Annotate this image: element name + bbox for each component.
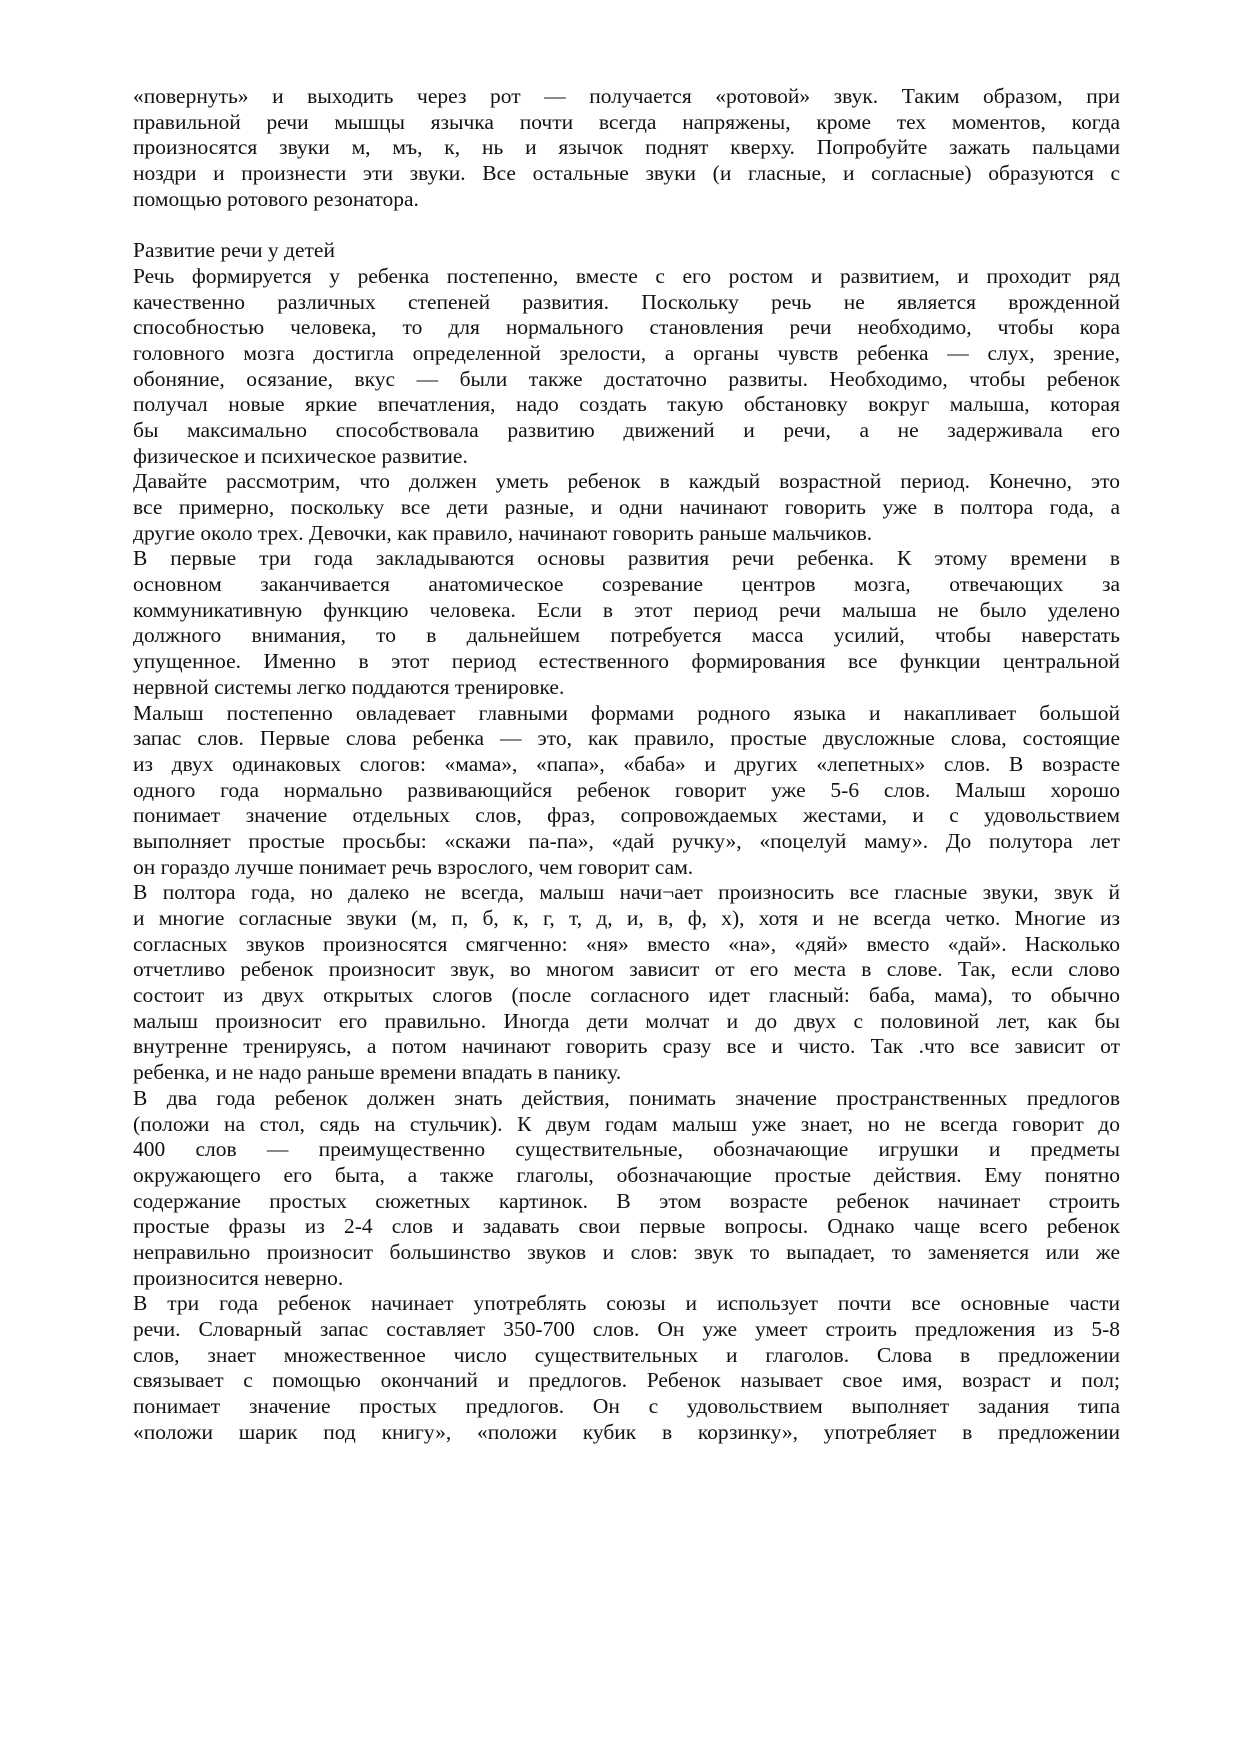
- text-line: выполняет простые просьбы: «скажи па-па», «дай ручку», «поцелуй маму». До полутора лет: [133, 828, 1120, 853]
- text-line: головного мозга достигла определенной зрелости, а органы чувств ребенка — слух, зрение,: [133, 340, 1120, 365]
- text-line: «повернуть» и выходить через рот — получается «ротовой» звук. Таким образом, при: [133, 84, 1120, 108]
- text-line: обоняние, осязание, вкус — были также достаточно развиты. Необходимо, чтобы ребенок: [133, 366, 1120, 391]
- text-line: помощью ротового резонатора.: [133, 186, 419, 211]
- blank-line: [133, 212, 1120, 238]
- text-line: другие около трех. Девочки, как правило, начинают говорить раньше мальчиков.: [133, 520, 873, 545]
- text-line: понимает значение простых предлогов. Он с удовольствием выполняет задания типа: [133, 1394, 1120, 1419]
- text-line: 400 слов — преимущественно существительные, обозначающие игрушки и предметы: [133, 1137, 1120, 1162]
- text-line: окружающего его быта, а также глаголы, обозначающие простые действия. Ему понятно: [133, 1162, 1120, 1187]
- text-line: произносятся звуки м, мъ, к, нь и язычок поднят кверху. Попробуйте зажать пальцами: [133, 135, 1120, 160]
- text-line: внутренне тренируясь, а потом начинают говорить сразу все и чисто. Так .что все зависит от: [133, 1034, 1120, 1059]
- text-line: слов, знает множественное число существительных и глаголов. Слова в предложении: [133, 1342, 1120, 1367]
- text-line: неправильно произносит большинство звуков и слов: звук то выпадает, то заменяется или же: [133, 1239, 1120, 1264]
- section-heading: [133, 238, 1120, 264]
- paragraph: [133, 546, 1120, 700]
- text-line: из двух одинаковых слогов: «мама», «папа», «баба» и других «лепетных» слов. В возрасте: [133, 751, 1120, 776]
- text-line: и многие согласные звуки (м, п, б, к, г, т, д, и, в, ф, х), хотя и не всегда четко. Многие из: [133, 906, 1120, 930]
- text-line: состоит из двух открытых слогов (после согласного идет гласный: баба, мама), то обычно: [133, 983, 1120, 1008]
- text-line: нервной системы легко поддаются тренировке.: [133, 674, 565, 699]
- text-line: правильной речи мышцы язычка почти всегда напряжены, кроме тех моментов, когда: [133, 109, 1120, 134]
- text-line: ребенка, и не надо раньше времени впадать в панику.: [133, 1060, 622, 1085]
- text-line: Речь формируется у ребенка постепенно, вместе с его ростом и развитием, и проходит ряд: [133, 263, 1120, 288]
- text-line: малыш произносит его правильно. Иногда дети молчат и до двух с половиной лет, как бы: [133, 1008, 1120, 1033]
- text-line: запас слов. Первые слова ребенка — это, как правило, простые двусложные слова, состоящие: [133, 726, 1120, 751]
- text-line: основном заканчивается анатомическое созревание центров мозга, отвечающих за: [133, 572, 1120, 597]
- text-line: получал новые яркие впечатления, надо создать такую обстановку вокруг малыша, которая: [133, 392, 1120, 417]
- document-page: [133, 84, 1120, 1445]
- text-line: согласных звуков произносятся смягченно: «ня» вместо «на», «дяй» вместо «дай». Насколько: [133, 931, 1120, 956]
- text-line: отчетливо ребенок произносит звук, во многом зависит от его места в слове. Так, если слово: [133, 957, 1120, 982]
- text-line: физическое и психическое развитие.: [133, 443, 468, 468]
- paragraph: [133, 880, 1120, 1086]
- heading-text: Развитие речи у детей: [133, 238, 335, 263]
- paragraph: [133, 84, 1120, 212]
- text-line: все примерно, поскольку все дети разные, и одни начинают говорить уже в полтора года, а: [133, 495, 1120, 519]
- text-line: бы максимально способствовала развитию движений и речи, а не задерживала его: [133, 417, 1120, 442]
- text-line: Давайте рассмотрим, что должен уметь ребенок в каждый возрастной период. Конечно, это: [133, 469, 1120, 494]
- text-line: произносится неверно.: [133, 1265, 344, 1290]
- text-line: В первые три года закладываются основы развития речи ребенка. К этому времени в: [133, 546, 1120, 571]
- text-line: он гораздо лучше понимает речь взрослого, чем говорит сам.: [133, 854, 694, 879]
- text-line: «положи шарик под книгу», «положи кубик в корзинку», употребляет в предложении: [133, 1419, 1120, 1444]
- text-line: содержание простых сюжетных картинок. В этом возрасте ребенок начинает строить: [133, 1188, 1120, 1213]
- text-line: упущенное. Именно в этот период естественного формирования все функции центральной: [133, 649, 1120, 674]
- text-line: В два года ребенок должен знать действия, понимать значение пространственных предлогов: [133, 1085, 1120, 1110]
- paragraph: [133, 264, 1120, 470]
- text-line: ноздри и произнести эти звуки. Все остальные звуки (и гласные, и согласные) образуются с: [133, 161, 1120, 186]
- text-line: В полтора года, но далеко не всегда, малыш начи¬ает произносить все гласные звуки, звук й: [133, 880, 1120, 905]
- text-line: Малыш постепенно овладевает главными формами родного языка и накапливает большой: [133, 700, 1120, 725]
- text-line: способностью человека, то для нормального становления речи необходимо, чтобы кора: [133, 315, 1120, 340]
- paragraph: [133, 469, 1120, 546]
- text-line: (положи на стол, сядь на стульчик). К двум годам малыш уже знает, но не всегда говорит до: [133, 1111, 1120, 1136]
- text-line: одного года нормально развивающийся ребенок говорит уже 5-6 слов. Малыш хорошо: [133, 777, 1120, 802]
- text-line: В три года ребенок начинает употреблять союзы и использует почти все основные части: [133, 1291, 1120, 1316]
- text-line: коммуникативную функцию человека. Если в этот период речи малыша не было уделено: [133, 597, 1120, 622]
- paragraph: [133, 1086, 1120, 1292]
- text-line: качественно различных степеней развития. Поскольку речь не является врожденной: [133, 289, 1120, 314]
- text-line: речи. Словарный запас составляет 350-700 слов. Он уже умеет строить предложения из 5-8: [133, 1317, 1120, 1341]
- text-line: должного внимания, то в дальнейшем потребуется масса усилий, чтобы наверстать: [133, 623, 1120, 648]
- text-line: простые фразы из 2-4 слов и задавать свои первые вопросы. Однако чаще всего ребенок: [133, 1214, 1120, 1239]
- paragraph: [133, 701, 1120, 881]
- text-line: связывает с помощью окончаний и предлогов. Ребенок называет свое имя, возраст и пол;: [133, 1368, 1120, 1393]
- text-line: понимает значение отдельных слов, фраз, сопровождаемых жестами, и с удовольствием: [133, 803, 1120, 828]
- paragraph: [133, 1291, 1120, 1445]
